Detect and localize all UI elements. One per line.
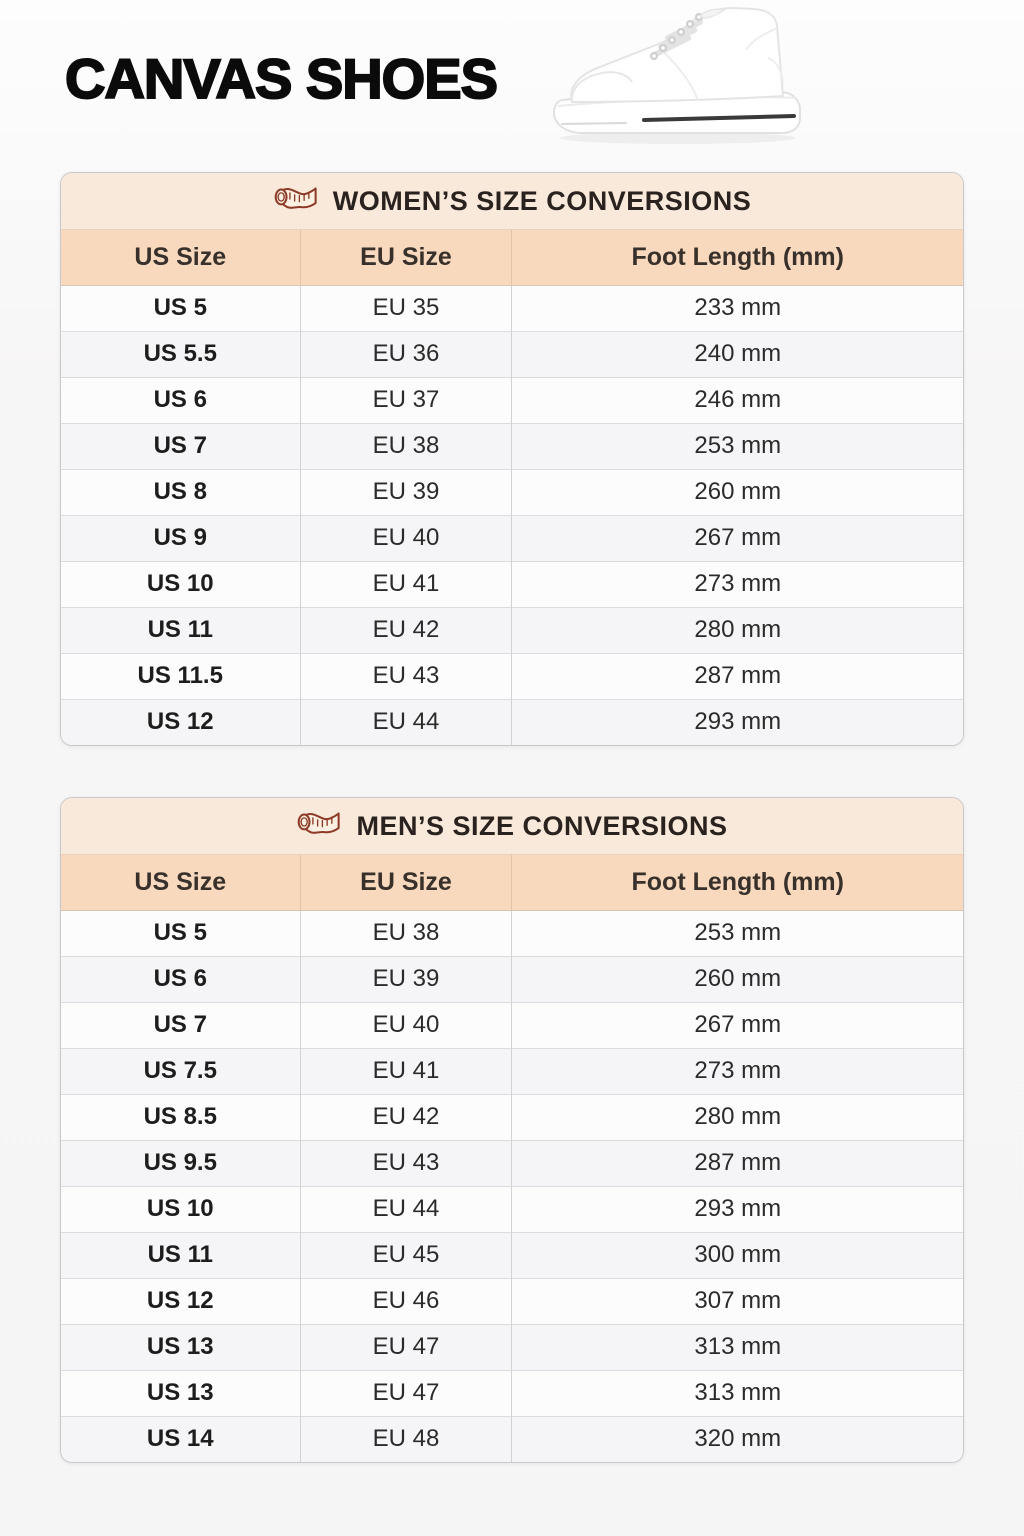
table-row [61, 1416, 963, 1462]
table-row [61, 653, 963, 699]
table-row [61, 1324, 963, 1370]
foot-length-cell: 240 mm [512, 331, 963, 377]
us-size-cell: US 8 [61, 469, 300, 515]
foot-length-cell: 280 mm [512, 607, 963, 653]
foot-length-cell: 313 mm [512, 1324, 963, 1370]
col-header-eu-size: EU Size [300, 230, 512, 285]
eu-size-cell: EU 45 [300, 1232, 512, 1278]
col-header-eu-size: EU Size [300, 855, 512, 910]
eu-size-cell: EU 40 [300, 515, 512, 561]
womens-table-title: WOMEN’S SIZE CONVERSIONS [332, 185, 752, 216]
eu-size-cell: EU 42 [300, 607, 512, 653]
foot-length-cell: 246 mm [512, 377, 963, 423]
table-row [61, 1232, 963, 1278]
eu-size-cell: EU 39 [300, 469, 512, 515]
us-size-cell: US 8.5 [61, 1094, 300, 1140]
us-size-cell: US 5 [61, 910, 300, 956]
table-row [61, 1370, 963, 1416]
mens-table-title: MEN’S SIZE CONVERSIONS [356, 810, 728, 841]
table-row [61, 561, 963, 607]
us-size-cell: US 6 [61, 377, 300, 423]
page-title: CANVAS SHOES [65, 47, 497, 110]
us-size-cell: US 10 [61, 1186, 300, 1232]
us-size-cell: US 11.5 [61, 653, 300, 699]
eu-size-cell: EU 40 [300, 1002, 512, 1048]
womens-table-title-bar [61, 173, 963, 230]
eu-size-cell: EU 44 [300, 699, 512, 745]
table-row [61, 285, 963, 331]
mens-header-row [61, 855, 963, 910]
eu-size-cell: EU 38 [300, 423, 512, 469]
eu-size-cell: EU 42 [300, 1094, 512, 1140]
eu-size-cell: EU 48 [300, 1416, 512, 1462]
foot-length-cell: 313 mm [512, 1370, 963, 1416]
foot-length-cell: 267 mm [512, 515, 963, 561]
foot-length-cell: 300 mm [512, 1232, 963, 1278]
col-header-us-size: US Size [61, 855, 300, 910]
table-row [61, 1140, 963, 1186]
us-size-cell: US 7.5 [61, 1048, 300, 1094]
foot-length-cell: 273 mm [512, 1048, 963, 1094]
foot-length-cell: 307 mm [512, 1278, 963, 1324]
foot-length-cell: 293 mm [512, 699, 963, 745]
page-header [0, 0, 1024, 165]
mens-size-table [61, 855, 963, 1462]
us-size-cell: US 14 [61, 1416, 300, 1462]
foot-length-cell: 260 mm [512, 956, 963, 1002]
eu-size-cell: EU 38 [300, 910, 512, 956]
us-size-cell: US 12 [61, 1278, 300, 1324]
womens-size-table-card [60, 172, 964, 746]
foot-length-cell: 287 mm [512, 1140, 963, 1186]
womens-header-row [61, 230, 963, 285]
table-row [61, 956, 963, 1002]
eu-size-cell: EU 37 [300, 377, 512, 423]
eu-size-cell: EU 35 [300, 285, 512, 331]
us-size-cell: US 10 [61, 561, 300, 607]
table-row [61, 469, 963, 515]
foot-length-cell: 273 mm [512, 561, 963, 607]
table-row [61, 377, 963, 423]
foot-length-cell: 280 mm [512, 1094, 963, 1140]
foot-length-cell: 253 mm [512, 423, 963, 469]
foot-length-cell: 267 mm [512, 1002, 963, 1048]
sneaker-photo-icon [540, 2, 810, 150]
us-size-cell: US 13 [61, 1370, 300, 1416]
us-size-cell: US 9.5 [61, 1140, 300, 1186]
foot-length-cell: 287 mm [512, 653, 963, 699]
mens-table-title-bar [61, 798, 963, 855]
us-size-cell: US 5 [61, 285, 300, 331]
table-row [61, 1002, 963, 1048]
us-size-cell: US 7 [61, 1002, 300, 1048]
col-header-foot-length: Foot Length (mm) [512, 855, 963, 910]
us-size-cell: US 13 [61, 1324, 300, 1370]
us-size-cell: US 6 [61, 956, 300, 1002]
mens-size-table-card [60, 797, 964, 1463]
foot-length-cell: 253 mm [512, 910, 963, 956]
shoe-image [540, 2, 810, 150]
eu-size-cell: EU 39 [300, 956, 512, 1002]
table-row [61, 331, 963, 377]
us-size-cell: US 12 [61, 699, 300, 745]
table-row [61, 910, 963, 956]
measuring-tape-icon [296, 807, 342, 845]
eu-size-cell: EU 47 [300, 1324, 512, 1370]
eu-size-cell: EU 44 [300, 1186, 512, 1232]
table-row [61, 1048, 963, 1094]
us-size-cell: US 5.5 [61, 331, 300, 377]
table-row [61, 1278, 963, 1324]
womens-size-table [61, 230, 963, 745]
foot-length-cell: 260 mm [512, 469, 963, 515]
foot-length-cell: 293 mm [512, 1186, 963, 1232]
us-size-cell: US 11 [61, 607, 300, 653]
us-size-cell: US 7 [61, 423, 300, 469]
col-header-us-size: US Size [61, 230, 300, 285]
eu-size-cell: EU 43 [300, 653, 512, 699]
measuring-tape-icon [273, 182, 319, 220]
foot-length-cell: 233 mm [512, 285, 963, 331]
foot-length-cell: 320 mm [512, 1416, 963, 1462]
us-size-cell: US 11 [61, 1232, 300, 1278]
eu-size-cell: EU 41 [300, 1048, 512, 1094]
table-row [61, 1186, 963, 1232]
table-row [61, 1094, 963, 1140]
eu-size-cell: EU 43 [300, 1140, 512, 1186]
eu-size-cell: EU 47 [300, 1370, 512, 1416]
table-row [61, 607, 963, 653]
us-size-cell: US 9 [61, 515, 300, 561]
eu-size-cell: EU 46 [300, 1278, 512, 1324]
table-row [61, 699, 963, 745]
eu-size-cell: EU 36 [300, 331, 512, 377]
table-row [61, 515, 963, 561]
col-header-foot-length: Foot Length (mm) [512, 230, 963, 285]
table-row [61, 423, 963, 469]
eu-size-cell: EU 41 [300, 561, 512, 607]
